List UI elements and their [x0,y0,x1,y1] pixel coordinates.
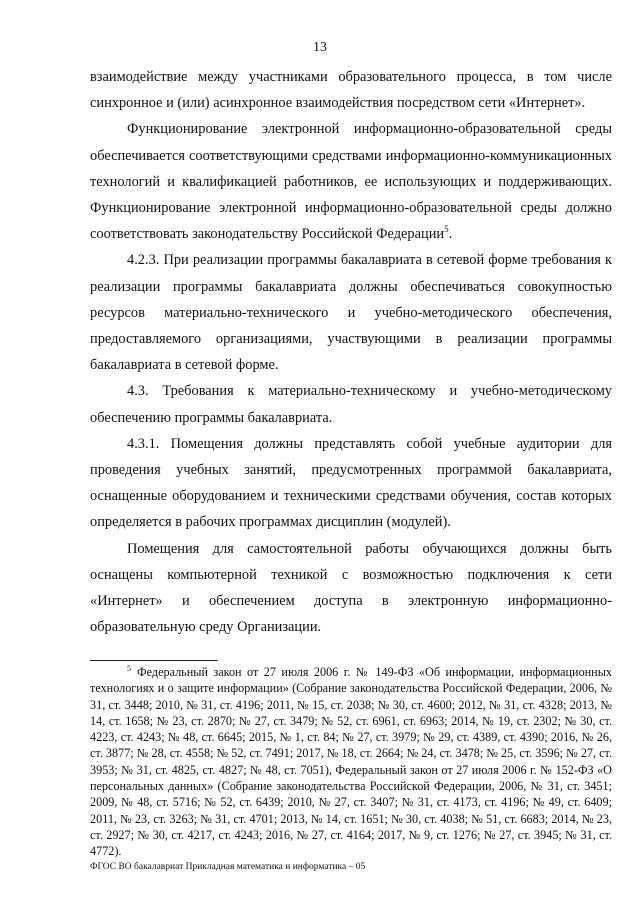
body-text [90,64,612,640]
running-footer: ФГОС ВО бакалавриат Прикладная математика и информатика – 05 [90,862,366,872]
footnote-mark: 5 [127,663,131,673]
footnote-reference: 5 [444,224,449,235]
paragraph-6: Помещения для самостоятельной работы обучающихся должны быть оснащены компьютерной техникой с возможностью подключения к сети «Интернет» и обеспечением доступа в электронную информационно-образовательную среду Организации. [90,540,612,636]
footnote-text: Федеральный закон от 27 июля 2006 г. № 149-ФЗ «Об информации, информационных технологиях и о защите информации» (Собрание законодательства Российской Федерации, 2006, № 31, ст. 3448; 2010, № 31, ст. 4196; 2011, № 15, ст. 2038; № 30, ст. 4600; 2012, № 31, ст. 4328; 2013, № 14, ст. 1658; № 23, ст. 2870; № 27, ст. 3479; № 52, ст. 6961, ст. 6963; 2014, № 19, ст. 2302; № 30, ст. 4223, ст. 4243; № 48, ст. 6645; 2015, № 1, ст. 84; № 27, ст. 3979; № 29, ст. 4389, ст. 4390; 2016, № 26, ст. 3877; № 28, ст. 4558; № 52, ст. 7491; 2017, № 18, ст. 2664; № 24, ст. 3478; № 25, ст. 3596; № 27, ст. 3953; № 31, ст. 4825, ст. 4827; № 48, ст. 7051), Федеральный закон от 27 июля 2006 г. № 152-ФЗ «О персональных данных» (Собрание законодательства Российской Федерации, 2006, № 31, ст. 3451; 2009, № 48, ст. 5716; № 52, ст. 6439; 2010, № 27, ст. 3407; № 31, ст. 4173, ст. 4196; № 49, ст. 6409; 2011, № 23, ст. 3263; № 31, ст. 4701; 2013, № 14, ст. 1651; № 30, ст. 4038; № 51, ст. 6683; 2014, № 23, ст. 2927; № 30, ст. 4217, ст. 4243; 2016, № 27, ст. 4164; 2017, № 9, ст. 1276; № 27, ст. 3945; № 31, ст. 4772). [90,665,612,859]
paragraph-5: 4.3.1. Помещения должны представлять собой учебные аудитории для проведения учебных занятий, предусмотренных программой бакалавриата, оснащенные оборудованием и техническими средствами обучения, состав которых определяется в рабочих программах дисциплин (модулей). [90,435,612,531]
paragraph-3: 4.2.3. При реализации программы бакалавриата в сетевой форме требования к реализации программы бакалавриата должны обеспечиваться совокупностью ресурсов материально-технического и учебно-методического обеспечения, предоставляемого организациями, участвующими в реализации программы бакалавриата в сетевой форме. [90,252,612,374]
paragraph-2-text: Функционирование электронной информационно-образовательной среды обеспечивается соответствующими средствами информационно-коммуникационных технологий и квалификацией работников, ее использующих и поддерживающих. Функционирование электронной информационно-образовательной среды должно соответствовать законодательству Российской Федерации [90,121,612,243]
paragraph-2 [90,116,612,247]
paragraph-2-end: . [448,226,453,243]
page-number: 13 [313,40,327,55]
paragraph-4: 4.3. Требования к материально-техническому и учебно-методическому обеспечению программы бакалавриата. [90,383,612,426]
paragraph-1: взаимодействие между участниками образовательного процесса, в том числе синхронное и (или) асинхронное взаимодействия посредством сети «Интернет». [90,69,612,112]
footnote-separator [90,660,218,661]
footnote [90,664,612,860]
